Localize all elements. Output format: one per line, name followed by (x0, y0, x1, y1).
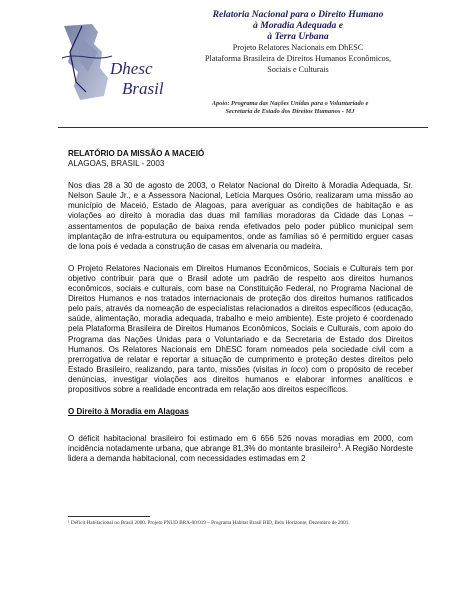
paragraph-project (68, 264, 413, 395)
support-line-1: Apoio: Programa das Nações Unidas para o Voluntariado e (211, 100, 369, 107)
section-heading: O Direito à Moradia em Alagoas (68, 407, 189, 417)
footnote: ¹ Déficit Habitacional no Brasil 2000. Projeto PNUD BRA-00/019 – Programa Habitat Brasil BID, Belo Horizonte, Dezembro de 2001. (68, 520, 350, 526)
header-title-line-1: Relatoria Nacional para o Direito Humano (212, 9, 384, 20)
support-line-2: Secretaria de Estado dos Direitos Humanos - MJ (225, 108, 355, 116)
header-divider (58, 127, 428, 128)
paragraph-deficit-part-1: O déficit habitacional brasileiro foi estimado em 6 656 526 novas moradias em 2000, com incidência notadamente urbana, que abrange 81,3% do montante brasileiro (68, 434, 413, 454)
report-header (168, 9, 428, 75)
paragraph-project-italic: in loco (281, 364, 306, 374)
paragraph-project-part-1: O Projeto Relatores Nacionais em Direitos Humanos Econômicos, Sociais e Culturais tem por objetivo contribuir para que o Brasil adote um padrão de respeito aos direitos humanos econômicos, sociais e culturais, com base na Constituição Federal, no Programa Nacional de Direitos Humanos e nos tratados internacionais de proteção dos direitos humanos ratificados pelo país, através da nomeação de especialistas relacionados a direitos específicos (educação, saúde, alimentação, moradia adequada, trabalho e meio ambiente). Este projeto é coordenado pela Plataforma Brasileira de Direitos Humanos Econômicos, Sociais e Culturais, com apoio do Programa das Nações Unidas para o Voluntariado e da Secretaria de Estado dos Direitos Humanos. Os Relatores Nacionais em DhESC foram nomeados pela sociedade civil com a prerrogativa de relatar e reportar a situação de cumprimento e proteção destes direitos pelo Estado Brasileiro, realizando, para tanto, missões (visitas (68, 263, 413, 374)
logo-text-line1: Dhesc (110, 59, 153, 78)
paragraph-deficit-part-2: . A Região Nordeste lidera a demanda habitacional, com necessidades estimadas em 2 (68, 444, 413, 464)
header-support-note (175, 100, 405, 117)
logo-text-line2: Brasil (122, 79, 164, 98)
footnote-divider (68, 516, 150, 517)
header-subtitle-line-2: Plataforma Brasileira de Direitos Humanos Econômicos, (205, 54, 391, 63)
report-title: RELATÓRIO DA MISSÃO A MACEIÓ (68, 149, 205, 158)
header-title-line-3: à Terra Urbana (267, 31, 329, 42)
footnote-marker: 1 (337, 443, 342, 450)
report-body (68, 149, 413, 476)
report-subtitle: ALAGOAS, BRASIL - 2003 (68, 159, 165, 169)
paragraph-mission: Nos dias 28 a 30 de agosto de 2003, o Relator Nacional do Direito à Moradia Adequada, Sr. Nelson Saule Jr., e a Assessora Nacional, Letícia Marques Osório, realizaram uma missão ao município de Maceió, Estado de Alagoas, para averiguar as condições de habitação e as violações ao direito à moradia das duas mil famílias moradoras da Cidade das Lonas – assentamentos de população de baixa renda efetivados pelo poder público municipal sem implantação de infra-estrutura ou equipamentos, onde as famílias só é permitido erguer casas de lona pois é vedada a construção de casas em alvenaria ou madeira. (68, 181, 413, 251)
paragraph-project-part-2: ) com o propósito de receber denúncias, investigar violações aos direitos humanos e elaborar informes analíticos e propositivos sobre a realidade encontrada em relação aos direitos específicos. (68, 364, 413, 394)
header-subtitle-line-3: Sociais e Culturais (267, 65, 329, 74)
header-title-line-2: à Moradia Adequada e (253, 20, 343, 31)
header-subtitle-line-1: Projeto Relatores Nacionais em DhESC (232, 43, 364, 52)
dhesc-brasil-logo (58, 22, 170, 104)
paragraph-deficit (68, 434, 413, 464)
